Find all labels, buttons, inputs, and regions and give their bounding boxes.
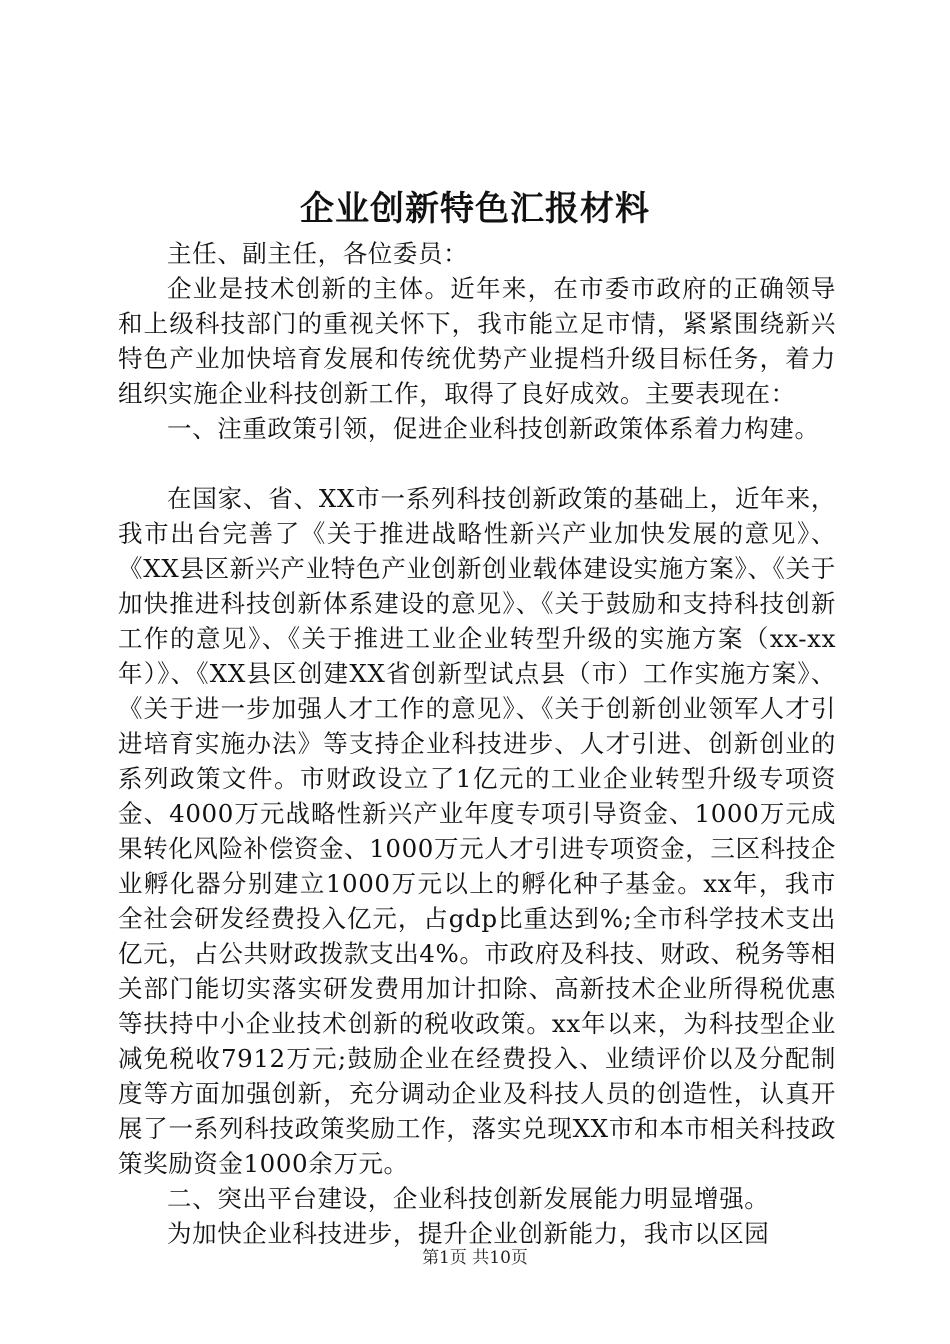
salutation: 主任、副主任，各位委员： [167,239,469,268]
paragraph-policy: 在国家、省、XX市一系列科技创新政策的基础上，近年来，我市出台完善了《关于推进战略性新兴产业加快发展的意见》、《XX县区新兴产业特色产业创新创业载体建设实施方案》、《关于加快推进科技创新体系建设的意见》、《关于鼓励和支持科技创新工作的意见》、《关于推进工业企业转型升级的实施方案（xx-xx年）》、《XX县区创建XX省创新型试点县（市）工作实施方案》、《关于进一步加强人才工作的意见》、《关于创新创业领军人才引进培育实施办法》等支持企业科技进步、人才引进、创新创业的系列政策文件。市财政设立了1亿元的工业企业转型升级专项资金、4000万元战略性新兴产业年度专项引导资金、1000万元成果转化风险补偿资金、1000万元人才引进专项资金，三区科技企业孵化器分别建立1000万元以上的孵化种子基金。xx年，我市全社会研发经费投入亿元，占gdp比重达到%;全市科学技术支出亿元，占公共财政拨款支出4%。市政府及科技、财政、税务等相关部门能切实落实研发费用加计扣除、高新技术企业所得税优惠等扶持中小企业技术创新的税收政策。xx年以来，为科技型企业减免税收7912万元;鼓励企业在经费投入、业绩评价以及分配制度等方面加强创新，充分调动企业及科技人员的创造性，认真开展了一系列科技政策奖励工作，落实兑现XX市和本市相关科技政策奖励资金1000余万元。 [118,484,836,1178]
paragraph-platform: 为加快企业科技进步，提升企业创新能力，我市以区园 [167,1219,770,1248]
document-body [118,236,836,1251]
section-heading-2: 二、突出平台建设，企业科技创新发展能力明显增强。 [167,1184,770,1213]
page-indicator: 第1页 共10页 [422,1248,528,1268]
section-heading-1: 一、注重政策引领，促进企业科技创新政策体系着力构建。 [167,414,820,443]
document-title: 企业创新特色汇报材料 [300,189,650,229]
paragraph-intro: 企业是技术创新的主体。近年来，在市委市政府的正确领导和上级科技部门的重视关怀下，我市能立足市情，紧紧围绕新兴特色产业加快培育发展和传统优势产业提档升级目标任务，着力组织实施企业科技创新工作，取得了良好成效。主要表现在： [118,274,836,408]
